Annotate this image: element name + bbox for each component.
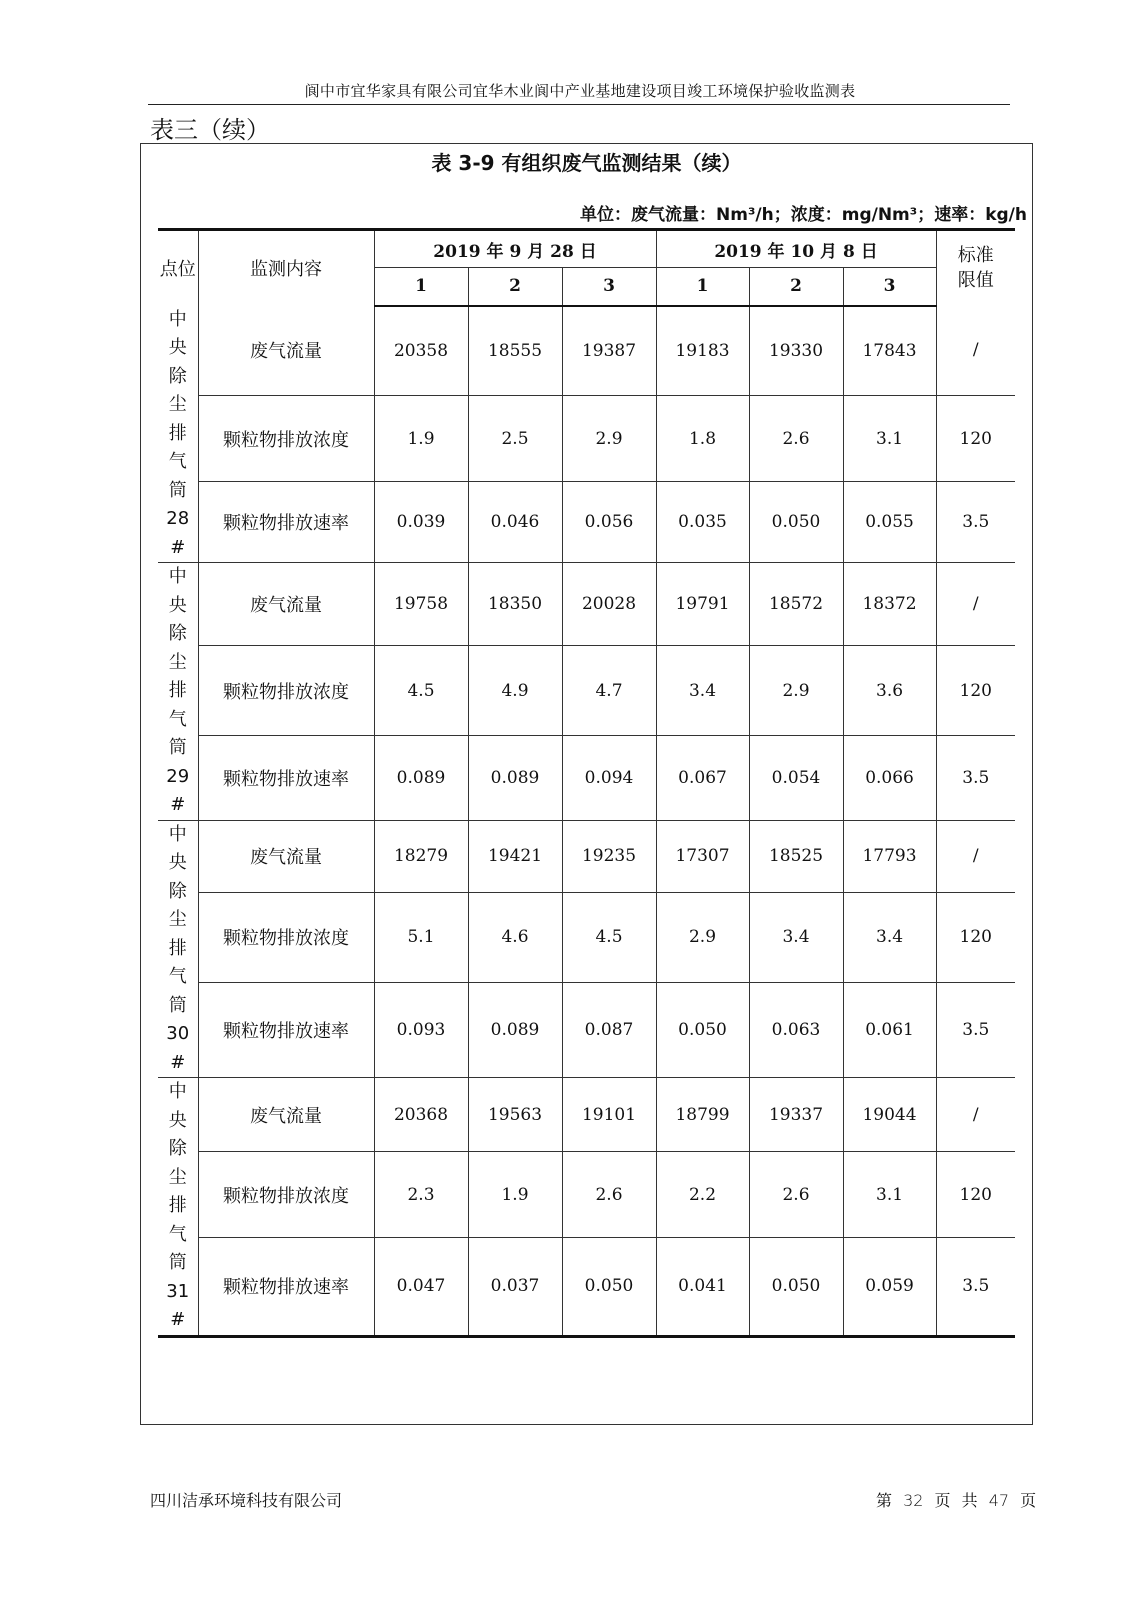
standard-limit-value: / [936,1078,1015,1152]
monitoring-point: 中央除尘排气筒29# [158,563,198,821]
measurement-value: 18572 [749,563,843,646]
standard-limit-value: 3.5 [936,1238,1015,1336]
measurement-value: 18350 [468,563,562,646]
measurement-value: 0.067 [656,736,749,820]
measurement-value: 0.055 [843,481,936,562]
measurement-value: 19183 [656,306,749,396]
measurement-value: 19337 [749,1078,843,1152]
measurement-value: 0.035 [656,481,749,562]
measurement-value: 19563 [468,1078,562,1152]
measurement-value: 0.089 [374,736,468,820]
monitoring-item: 颗粒物排放浓度 [198,645,374,736]
standard-limit-value: / [936,820,1015,892]
measurement-value: 3.4 [749,892,843,982]
measurement-value: 17843 [843,306,936,396]
header-run: 1 [656,268,749,306]
measurement-value: 19758 [374,563,468,646]
measurement-value: 4.9 [468,645,562,736]
standard-limit-value: / [936,306,1015,396]
header-standard-limit: 标准限值 [936,230,1015,306]
measurement-value: 2.9 [656,892,749,982]
table-row [158,563,1015,646]
standard-limit-value: 120 [936,892,1015,982]
measurement-value: 0.089 [468,736,562,820]
measurement-value: 19101 [562,1078,656,1152]
measurement-value: 18372 [843,563,936,646]
measurement-value: 2.3 [374,1152,468,1238]
measurement-value: 0.063 [749,983,843,1078]
measurement-value: 19421 [468,820,562,892]
measurement-value: 19791 [656,563,749,646]
measurement-value: 0.093 [374,983,468,1078]
footer-page-info: 第 32 页 共 47 页 [876,1491,1037,1510]
monitoring-point: 中央除尘排气筒28# [158,306,198,563]
measurement-value: 20358 [374,306,468,396]
measurement-value: 4.7 [562,645,656,736]
measurement-value: 0.059 [843,1238,936,1336]
header-run: 3 [843,268,936,306]
monitoring-item: 颗粒物排放浓度 [198,892,374,982]
table-row [158,892,1015,982]
measurement-value: 3.1 [843,396,936,482]
measurement-value: 1.9 [374,396,468,482]
monitoring-item: 废气流量 [198,1078,374,1152]
measurement-value: 19330 [749,306,843,396]
header-run: 2 [468,268,562,306]
measurement-value: 0.061 [843,983,936,1078]
table-row [158,736,1015,820]
measurement-value: 20368 [374,1078,468,1152]
measurement-value: 0.066 [843,736,936,820]
measurement-value: 19044 [843,1078,936,1152]
measurement-value: 4.5 [374,645,468,736]
header-point: 点位 [159,259,196,281]
footer-company: 四川洁承环境科技有限公司 [150,1491,343,1510]
monitoring-point: 中央除尘排气筒31# [158,1078,198,1337]
measurement-value: 18799 [656,1078,749,1152]
measurement-value: 0.056 [562,481,656,562]
measurement-value: 0.089 [468,983,562,1078]
header-run: 3 [562,268,656,306]
measurement-value: 2.6 [749,396,843,482]
header-rule [148,104,1010,105]
measurement-value: 3.4 [656,645,749,736]
table-row [158,983,1015,1078]
monitoring-results-table [158,228,1015,1338]
monitoring-item: 颗粒物排放速率 [198,736,374,820]
units-note: 单位：废气流量：Nm³/h；浓度：mg/Nm³；速率：kg/h [580,205,1027,225]
measurement-value: 2.6 [749,1152,843,1238]
measurement-value: 2.5 [468,396,562,482]
table-title: 表 3-9 有组织废气监测结果（续） [431,151,742,175]
monitoring-item: 颗粒物排放浓度 [198,396,374,482]
measurement-value: 1.8 [656,396,749,482]
measurement-value: 17307 [656,820,749,892]
monitoring-point: 中央除尘排气筒30# [158,820,198,1078]
standard-limit-value: / [936,563,1015,646]
measurement-value: 4.6 [468,892,562,982]
section-label: 表三（续） [150,116,270,144]
measurement-value: 0.050 [749,1238,843,1336]
measurement-value: 20028 [562,563,656,646]
table-row [158,645,1015,736]
monitoring-item: 颗粒物排放速率 [198,1238,374,1336]
measurement-value: 2.9 [749,645,843,736]
measurement-value: 5.1 [374,892,468,982]
report-header-title: 阆中市宜华家具有限公司宜华木业阆中产业基地建设项目竣工环境保护验收监测表 [304,82,856,100]
monitoring-item: 废气流量 [198,306,374,396]
standard-limit-value: 120 [936,645,1015,736]
measurement-value: 1.9 [468,1152,562,1238]
measurement-value: 0.037 [468,1238,562,1336]
header-date-2: 2019 年 10 月 8 日 [656,230,936,268]
measurement-value: 0.054 [749,736,843,820]
header-run: 1 [374,268,468,306]
measurement-value: 18279 [374,820,468,892]
table-row [158,1078,1015,1152]
measurement-value: 2.9 [562,396,656,482]
measurement-value: 0.050 [749,481,843,562]
standard-limit-value: 120 [936,1152,1015,1238]
table-row [158,306,1015,396]
standard-limit-value: 120 [936,396,1015,482]
measurement-value: 2.6 [562,1152,656,1238]
measurement-value: 18555 [468,306,562,396]
header-date-1: 2019 年 9 月 28 日 [374,230,656,268]
measurement-value: 0.087 [562,983,656,1078]
monitoring-item: 颗粒物排放速率 [198,481,374,562]
measurement-value: 3.1 [843,1152,936,1238]
measurement-value: 2.2 [656,1152,749,1238]
standard-limit-value: 3.5 [936,736,1015,820]
measurement-value: 0.046 [468,481,562,562]
measurement-value: 3.4 [843,892,936,982]
monitoring-item: 废气流量 [198,563,374,646]
measurement-value: 0.094 [562,736,656,820]
measurement-value: 0.041 [656,1238,749,1336]
monitoring-item: 颗粒物排放浓度 [198,1152,374,1238]
header-item: 监测内容 [198,230,374,306]
standard-limit-value: 3.5 [936,983,1015,1078]
measurement-value: 17793 [843,820,936,892]
table-row [158,481,1015,562]
standard-limit-value: 3.5 [936,481,1015,562]
table-row [158,396,1015,482]
measurement-value: 19387 [562,306,656,396]
table-row [158,820,1015,892]
measurement-value: 18525 [749,820,843,892]
measurement-value: 0.047 [374,1238,468,1336]
monitoring-item: 废气流量 [198,820,374,892]
header-run: 2 [749,268,843,306]
measurement-value: 0.039 [374,481,468,562]
monitoring-item: 颗粒物排放速率 [198,983,374,1078]
table-row [158,1238,1015,1336]
measurement-value: 19235 [562,820,656,892]
measurement-value: 3.6 [843,645,936,736]
measurement-value: 4.5 [562,892,656,982]
table-row [158,1152,1015,1238]
measurement-value: 0.050 [656,983,749,1078]
measurement-value: 0.050 [562,1238,656,1336]
